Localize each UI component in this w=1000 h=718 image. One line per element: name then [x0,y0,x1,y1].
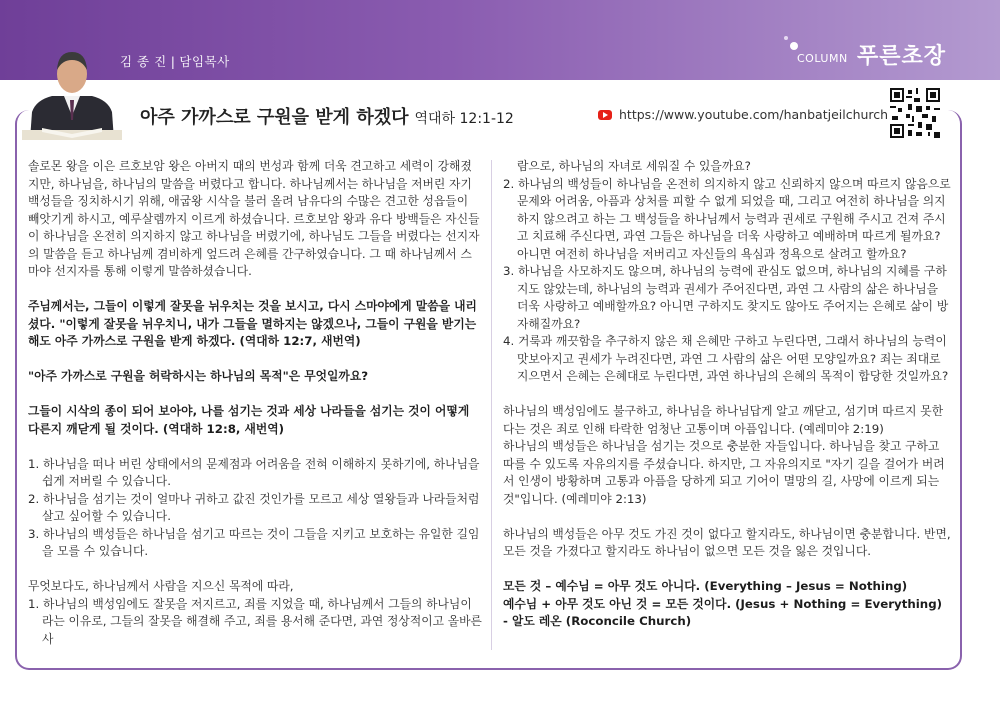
article-column-right [503,158,953,631]
quote-attribution: - 알도 레온 (Roconcile Church) [503,614,692,628]
article-column-left [28,158,483,648]
column-divider [491,160,492,650]
list-item: 3. 하나님의 백성들은 하나님을 섬기고 따르는 것이 그들을 지키고 보호하는 유일한 길임을 모를 수 있습니다. [28,526,480,558]
decor-dot-icon [784,36,788,40]
article-title: 아주 가까스로 구원을 받게 하겠다 [140,107,409,128]
paragraph: 솔로몬 왕을 이은 르호보암 왕은 아버지 때의 번성과 함께 더욱 견고하고 세력이 강해졌지만, 하나님을, 하나님의 말씀을 버렸다고 합니다. 하나님께서는 하나님을 저버린 자기 백성들을 징치하시기 위해, 애굽왕 시삭을 불러 올려 남유다의 수많은 견고한 성읍들이 빼앗기게 하시고, 예루살렘까지 이르게 하셨습니다. 르호보암 왕과 유다 방백들은 자신들이 하나님을 온전히 의지하지 않고 하나님을 버렸기에, 하나님도 그들을 버렸다는 선지자의 말씀을 듣고 하나님께 겸비하게 엎드려 은혜를 간구하였습니다. 그 때 하나님께서 스마야 선지자를 통해 이렇게 말씀하셨습니다. [28,159,480,278]
paragraph: 무엇보다도, 하나님께서 사람을 지으신 목적에 따라, [28,579,294,593]
list-item: 4. 거룩과 깨끗함을 추구하지 않은 채 은혜만 구하고 누린다면, 그래서 하나님의 능력이 맛보아지고 권세가 누려진다면, 과연 그 사람의 삶은 어떤 모양일까요? 죄는 죄대로 지으면서 은혜는 은혜대로 누린다면, 과연 하나님의 은혜의 목적이 합당한 것일까요? [503,334,949,383]
author-name: 김 종 진 [120,54,167,69]
paragraph: 하나님의 백성들은 아무 것도 가진 것이 없다고 할지라도, 하나님이면 충분합니다. 반면, 모든 것을 가졌다고 할지라도 하나님이 없으면 모든 것을 잃은 것입니다. [503,526,951,558]
section-question: "아주 가까스로 구원을 허락하시는 하나님의 목적"은 무엇일까요? [28,369,369,383]
list-item: 2. 하나님의 백성들이 하나님을 온전히 의지하지 않고 신뢰하지 않으며 따르지 않음으로 문제와 어려움, 아픔과 상처를 피할 수 없게 되었을 때, 그리고 여전히 하나님을 의지하지 않으려고 하는 그 백성들을 하나님께서 능력과 권세로 구원해 주시고 건져 주시고 치료해 주신다면, 과연 그들은 하나님을 더욱 사랑하고 예배하며 따르게 될까요? 아니면 여전히 하나님을 저버리고 자신들의 욕심과 정욕으로 살려고 할까요? [503,176,951,261]
youtube-icon [598,110,612,120]
list-item-continued: 람으로, 하나님의 자녀로 세워질 수 있을까요? [517,159,751,173]
column-label: COLUMN [797,52,848,65]
scripture-quote: 주님께서는, 그들이 이렇게 잘못을 뉘우치는 것을 보시고, 다시 스마야에게 말씀을 내리셨다. "이렇게 잘못을 뉘우치니, 내가 그들을 멸하지는 않겠으나, 그들이 구원을 받기는 해도 아주 가까스로 구원을 받게 하겠다. (역대하 12:7, 새번역) [28,299,477,348]
summary-line: 모든 것 – 예수님 = 아무 것도 아니다. (Everything – Jesus = Nothing) [503,579,908,593]
author-line [120,52,230,70]
summary-line: 예수님 + 아무 것도 아닌 것 = 모든 것이다. (Jesus + Nothing = Everything) [503,596,943,611]
list-item: 2. 하나님을 섬기는 것이 얼마나 귀하고 값진 것인가를 모르고 세상 열왕들과 나라들처럼 살고 싶어할 수 있습니다. [28,491,480,523]
qr-code-icon [890,88,940,138]
youtube-link[interactable] [598,107,888,122]
decor-dot-icon [790,42,798,50]
paragraph: 하나님의 백성들은 하나님을 섬기는 것으로 충분한 자들입니다. 하나님을 찾고 구하고 따를 수 있도록 자유의지를 주셨습니다. 하지만, 그 자유의지로 "자기 길을 걸어가 버려서 인생이 방황하며 고통과 아픔을 당하게 되고 기어이 멸망의 길, 사망에 이르게 되는 것"입니다. (예레미야 2:13) [503,439,945,506]
article-title-line [140,103,514,129]
author-role: 담임목사 [179,54,230,69]
author-separator: | [170,54,176,69]
scripture-quote: 그들이 시삭의 종이 되어 보아야, 나를 섬기는 것과 세상 나라들을 섬기는 것이 어떻게 다른지 깨닫게 될 것이다. (역대하 12:8, 새번역) [28,404,470,436]
youtube-url[interactable]: https://www.youtube.com/hanbatjeilchurch [619,107,889,122]
scripture-reference: 역대하 12:1-12 [414,111,514,127]
column-title: 푸른초장 [857,44,947,69]
list-item: 1. 하나님의 백성임에도 잘못을 저지르고, 죄를 지었을 때, 하나님께서 그들의 하나님이라는 이유로, 그들의 잘못을 해결해 주고, 죄를 용서해 준다면, 과연 정상적이고 올바른 사 [28,596,482,646]
list-item: 3. 하나님을 사모하지도 않으며, 하나님의 능력에 관심도 없으며, 하나님의 지혜를 구하지도 않았는데, 하나님의 능력과 권세가 주어진다면, 과연 그 사람의 삶은 하나님을 더욱 사랑하고 예배할까요? 아니면 구하지도 찾지도 않아도 주어지는 은혜로 삶이 방자해질까요? [503,264,949,331]
paragraph: 하나님의 백성임에도 불구하고, 하나님을 하나님답게 알고 깨닫고, 섬기며 따르지 못한다는 것은 죄로 인해 타락한 엄청난 고통이며 아픔입니다. (예레미야 2:19) [503,404,944,436]
list-item: 1. 하나님을 떠나 버린 상태에서의 문제점과 어려움을 전혀 이해하지 못하기에, 하나님을 쉽게 저버릴 수 있습니다. [28,456,480,488]
